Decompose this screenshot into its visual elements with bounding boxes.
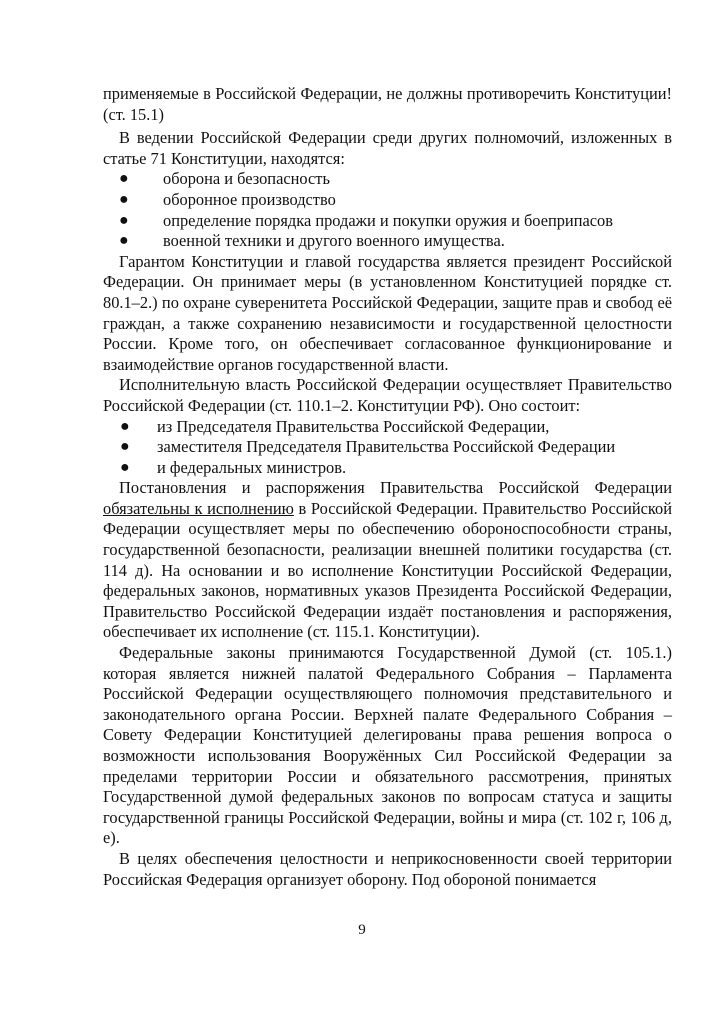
paragraph-postanovleniya: [103, 478, 672, 643]
paragraph-postanovleniya-rest: в Российской Федерации. Правительство Российской Федерации осуществляет меры по обеспечению обороноспособности страны, государственной безопасности, реализации внешней политики государства (ст. 114 д). На основании и во исполнение Конституции Российской Федерации, федеральных законов, нормативных указов Президента Российской Федерации, Правительство Российской Федерации издаёт постановления и распоряжения, обеспечивает их исполнение (ст. 115.1. Конституции).: [103, 498, 672, 642]
list-item: [103, 231, 672, 252]
bullet-list-defense-powers: [103, 169, 672, 251]
list-item-text: из Председателя Правительства Российской Федерации,: [157, 416, 550, 436]
paragraph-postanovleniya-lead: Постановления и распоряжения Правительства Российской Федерации: [119, 478, 672, 498]
bullet-icon: ●: [119, 190, 129, 208]
paragraph-intro: применяемые в Российской Федерации, не должны противоречить Конституции! (ст. 15.1): [103, 84, 672, 124]
bullet-list-government-composition: [103, 417, 672, 479]
list-item: [103, 437, 672, 458]
paragraph-garant: Гарантом Конституции и главой государства является президент Российской Федерации. Он принимает меры (в установленном Конституцией порядке ст. 80.1–2.) по охране суверенитета Российской Федерации, защите прав и свобод её граждан, а также сохранению независимости и государственной целостности России. Кроме того, он обеспечивает согласованное функционирование и взаимодействие органов государственной власти.: [103, 251, 672, 374]
paragraph-vedenie: В ведении Российской Федерации среди других полномочий, изложенных в статье 71 Конституции, находятся:: [103, 128, 672, 168]
list-item-text: определение порядка продажи и покупки оружия и боеприпасов: [163, 210, 613, 230]
list-item: [103, 190, 672, 211]
list-item: [103, 458, 672, 479]
list-item-text: и федеральных министров.: [157, 457, 347, 477]
list-item: [103, 417, 672, 438]
list-item: [103, 211, 672, 232]
bullet-icon: ●: [120, 438, 130, 456]
document-body: [103, 84, 672, 890]
list-item: [103, 169, 672, 190]
bullet-icon: ●: [119, 170, 129, 188]
list-item-text: военной техники и другого военного имущества.: [163, 231, 505, 251]
list-item-text: оборона и безопасность: [163, 169, 330, 189]
page-number: 9: [358, 922, 366, 938]
list-item-text: заместителя Председателя Правительства Российской Федерации: [157, 437, 616, 457]
bullet-icon: ●: [119, 232, 129, 250]
bullet-icon: ●: [120, 417, 130, 435]
list-item-text: оборонное производство: [163, 189, 336, 209]
bullet-icon: ●: [119, 211, 129, 229]
underlined-phrase: обязательны к исполнению: [103, 498, 294, 518]
paragraph-celostnost: В целях обеспечения целостности и неприкосновенности своей территории Российская Федерация организует оборону. Под обороной понимается: [103, 848, 672, 889]
paragraph-ispolnitelnaya-vlast: Исполнительную власть Российской Федерации осуществляет Правительство Российской Федерации (ст. 110.1–2. Конституции РФ). Оно состоит:: [103, 375, 672, 415]
paragraph-federalnye-zakony: Федеральные законы принимаются Государственной Думой (ст. 105.1.) которая является нижней палатой Федерального Собрания – Парламента Российской Федерации осуществляющего полномочия представительного и законодательного органа России. Верхней палате Федерального Собрания – Совету Федерации Конституцией делегированы права решения вопроса о возможности использования Вооружённых Сил Российской Федерации за пределами территории России и обязательного рассмотрения, принятых Государственной думой федеральных законов по вопросам статуса и защиты государственной границы Российской Федерации, войны и мира (ст. 102 г, 106 д, е).: [103, 643, 672, 848]
bullet-icon: ●: [120, 458, 130, 476]
